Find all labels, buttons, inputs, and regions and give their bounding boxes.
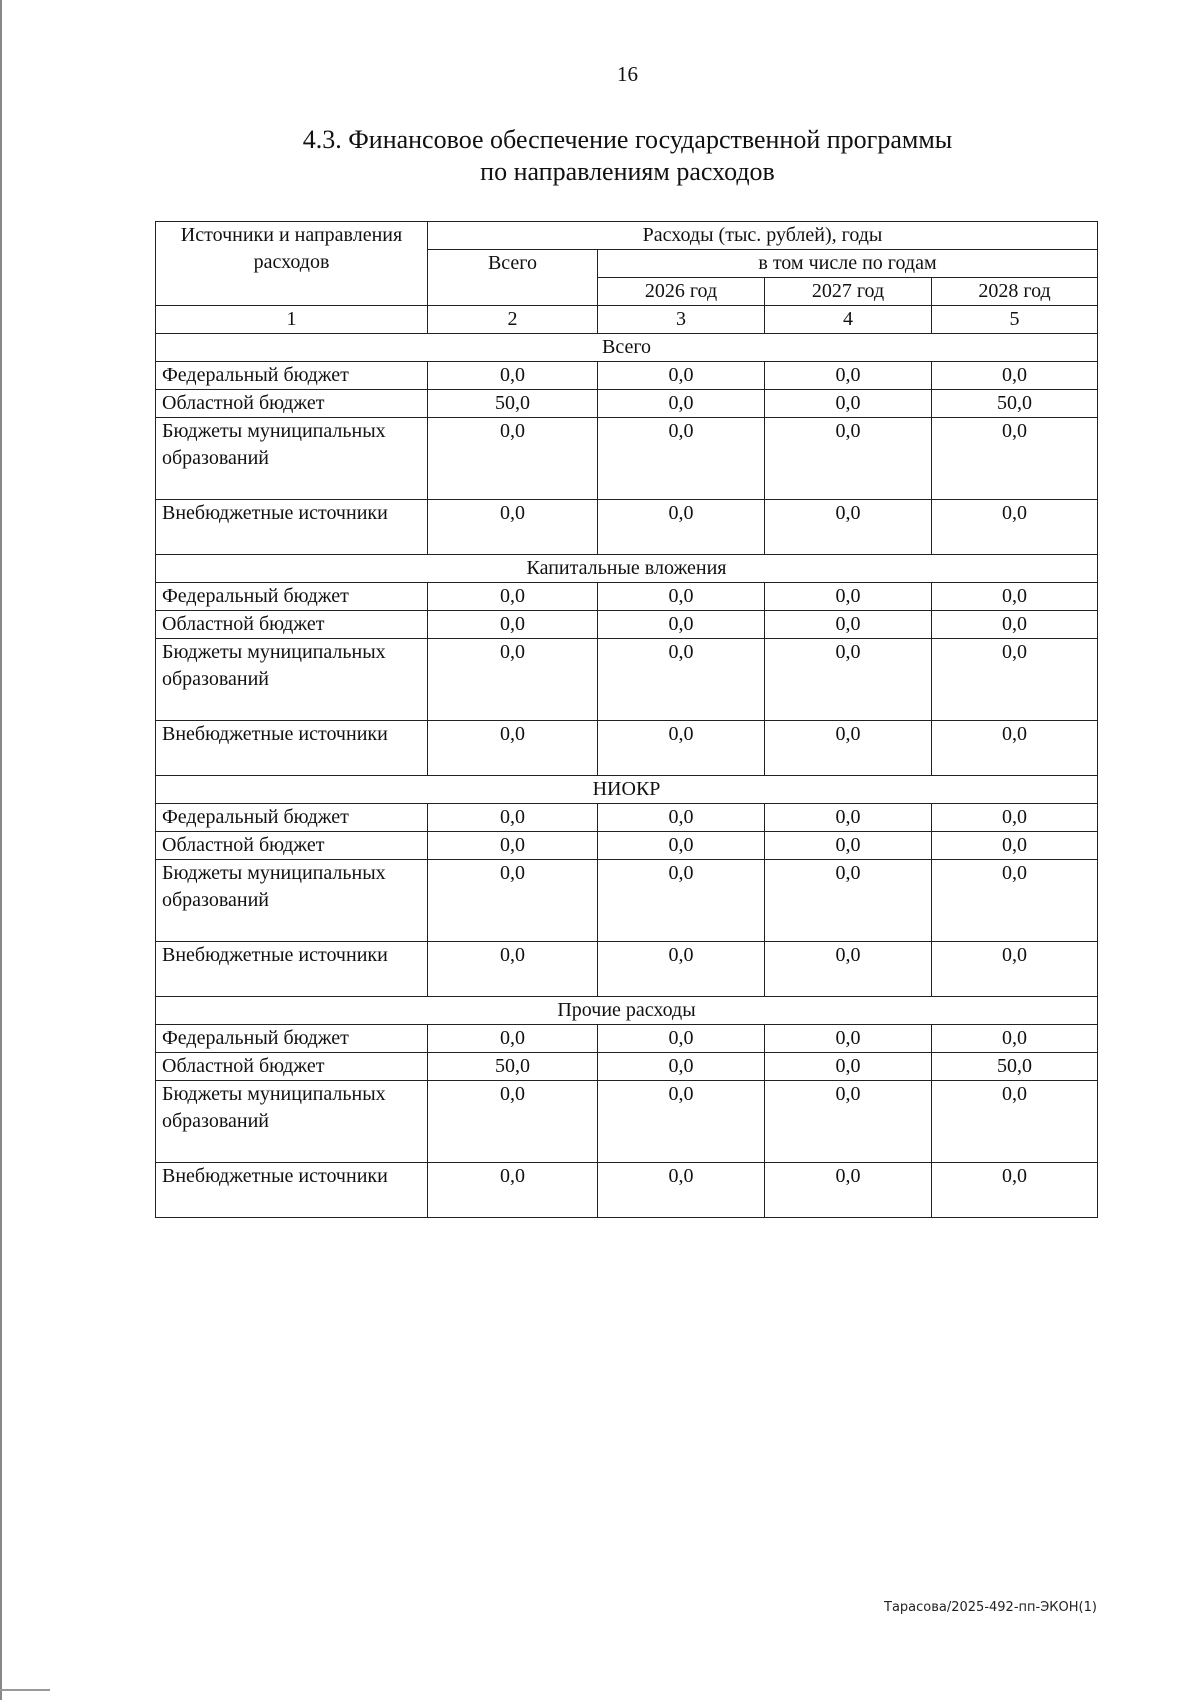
column-number: 4 — [765, 306, 932, 334]
amount-cell: 0,0 — [765, 583, 932, 611]
column-number: 1 — [156, 306, 428, 334]
page-title — [0, 124, 1200, 188]
amount-cell: 0,0 — [428, 804, 598, 832]
amount-cell: 0,0 — [765, 832, 932, 860]
amount-cell: 0,0 — [932, 1081, 1098, 1163]
header-sources: Источники и направления расходов — [156, 222, 428, 306]
amount-cell: 0,0 — [932, 804, 1098, 832]
source-label: Внебюджетные источники — [156, 500, 428, 555]
source-label: Федеральный бюджет — [156, 583, 428, 611]
table-row — [156, 942, 1098, 997]
amount-cell: 50,0 — [932, 390, 1098, 418]
amount-cell: 0,0 — [765, 804, 932, 832]
source-label: Федеральный бюджет — [156, 1025, 428, 1053]
source-label: Бюджеты муниципальных образований — [156, 1081, 428, 1163]
source-label: Бюджеты муниципальных образований — [156, 418, 428, 500]
amount-cell: 0,0 — [598, 942, 765, 997]
header-total: Всего — [428, 250, 598, 306]
amount-cell: 0,0 — [765, 721, 932, 776]
amount-cell: 0,0 — [598, 418, 765, 500]
amount-cell: 50,0 — [428, 390, 598, 418]
table-row — [156, 611, 1098, 639]
amount-cell: 0,0 — [598, 639, 765, 721]
amount-cell: 0,0 — [765, 500, 932, 555]
header-row-1 — [156, 222, 1098, 250]
table-row — [156, 1025, 1098, 1053]
amount-cell: 0,0 — [765, 611, 932, 639]
amount-cell: 0,0 — [428, 418, 598, 500]
amount-cell: 0,0 — [932, 611, 1098, 639]
source-label: Областной бюджет — [156, 832, 428, 860]
amount-cell: 0,0 — [765, 1053, 932, 1081]
amount-cell: 0,0 — [765, 362, 932, 390]
table-row — [156, 832, 1098, 860]
amount-cell: 0,0 — [598, 721, 765, 776]
amount-cell: 0,0 — [598, 860, 765, 942]
amount-cell: 0,0 — [428, 1163, 598, 1218]
column-number: 5 — [932, 306, 1098, 334]
amount-cell: 0,0 — [932, 860, 1098, 942]
amount-cell: 50,0 — [428, 1053, 598, 1081]
amount-cell: 0,0 — [765, 942, 932, 997]
amount-cell: 0,0 — [598, 1163, 765, 1218]
amount-cell: 0,0 — [765, 418, 932, 500]
source-label: Внебюджетные источники — [156, 1163, 428, 1218]
table-row — [156, 418, 1098, 500]
amount-cell: 0,0 — [428, 500, 598, 555]
table-row — [156, 1163, 1098, 1218]
amount-cell: 0,0 — [765, 1081, 932, 1163]
section-title: Всего — [156, 334, 1098, 362]
amount-cell: 0,0 — [428, 832, 598, 860]
page-title-line-2: по направлениям расходов — [480, 157, 775, 186]
table-row — [156, 583, 1098, 611]
source-label: Областной бюджет — [156, 1053, 428, 1081]
amount-cell: 0,0 — [765, 1025, 932, 1053]
source-label: Областной бюджет — [156, 390, 428, 418]
header-year-2027: 2027 год — [765, 278, 932, 306]
amount-cell: 0,0 — [598, 832, 765, 860]
section-title: Прочие расходы — [156, 997, 1098, 1025]
amount-cell: 0,0 — [598, 583, 765, 611]
source-label: Бюджеты муниципальных образований — [156, 860, 428, 942]
section-title: НИОКР — [156, 776, 1098, 804]
financing-table-body — [156, 222, 1098, 1218]
amount-cell: 0,0 — [932, 942, 1098, 997]
table-row — [156, 804, 1098, 832]
amount-cell: 0,0 — [428, 860, 598, 942]
column-number-row — [156, 306, 1098, 334]
amount-cell: 0,0 — [932, 1025, 1098, 1053]
amount-cell: 0,0 — [932, 1163, 1098, 1218]
section-header-row — [156, 997, 1098, 1025]
amount-cell: 0,0 — [428, 1025, 598, 1053]
amount-cell: 0,0 — [932, 639, 1098, 721]
amount-cell: 0,0 — [932, 418, 1098, 500]
amount-cell: 0,0 — [765, 390, 932, 418]
amount-cell: 0,0 — [428, 942, 598, 997]
source-label: Федеральный бюджет — [156, 362, 428, 390]
source-label: Внебюджетные источники — [156, 721, 428, 776]
section-title: Капитальные вложения — [156, 555, 1098, 583]
amount-cell: 50,0 — [932, 1053, 1098, 1081]
table-row — [156, 721, 1098, 776]
page-number: 16 — [617, 62, 638, 86]
amount-cell: 0,0 — [598, 1081, 765, 1163]
financing-table — [155, 221, 1098, 1218]
amount-cell: 0,0 — [932, 721, 1098, 776]
amount-cell: 0,0 — [765, 860, 932, 942]
section-header-row — [156, 776, 1098, 804]
amount-cell: 0,0 — [598, 500, 765, 555]
source-label: Бюджеты муниципальных образований — [156, 639, 428, 721]
header-expenses: Расходы (тыс. рублей), годы — [428, 222, 1098, 250]
table-row — [156, 390, 1098, 418]
amount-cell: 0,0 — [598, 362, 765, 390]
amount-cell: 0,0 — [932, 832, 1098, 860]
page-title-line-1: 4.3. Финансовое обеспечение государственной программы — [302, 125, 953, 154]
table-row — [156, 639, 1098, 721]
table-row — [156, 1053, 1098, 1081]
amount-cell: 0,0 — [598, 611, 765, 639]
document-footer: Тарасова/2025-492-пп-ЭКОН(1) — [884, 1600, 1097, 1615]
amount-cell: 0,0 — [428, 639, 598, 721]
source-label: Областной бюджет — [156, 611, 428, 639]
source-label: Внебюджетные источники — [156, 942, 428, 997]
amount-cell: 0,0 — [932, 583, 1098, 611]
table-row — [156, 860, 1098, 942]
amount-cell: 0,0 — [428, 611, 598, 639]
table-row — [156, 362, 1098, 390]
header-by-years: в том числе по годам — [598, 250, 1098, 278]
amount-cell: 0,0 — [598, 390, 765, 418]
table-row — [156, 500, 1098, 555]
table-row — [156, 1081, 1098, 1163]
scan-mark — [0, 1689, 50, 1691]
amount-cell: 0,0 — [598, 804, 765, 832]
amount-cell: 0,0 — [428, 721, 598, 776]
amount-cell: 0,0 — [598, 1025, 765, 1053]
amount-cell: 0,0 — [765, 639, 932, 721]
section-header-row — [156, 334, 1098, 362]
amount-cell: 0,0 — [932, 362, 1098, 390]
column-number: 3 — [598, 306, 765, 334]
header-year-2026: 2026 год — [598, 278, 765, 306]
page-edge — [0, 0, 2, 1700]
amount-cell: 0,0 — [428, 362, 598, 390]
amount-cell: 0,0 — [428, 1081, 598, 1163]
amount-cell: 0,0 — [428, 583, 598, 611]
header-year-2028: 2028 год — [932, 278, 1098, 306]
amount-cell: 0,0 — [765, 1163, 932, 1218]
section-header-row — [156, 555, 1098, 583]
amount-cell: 0,0 — [932, 500, 1098, 555]
source-label: Федеральный бюджет — [156, 804, 428, 832]
amount-cell: 0,0 — [598, 1053, 765, 1081]
column-number: 2 — [428, 306, 598, 334]
